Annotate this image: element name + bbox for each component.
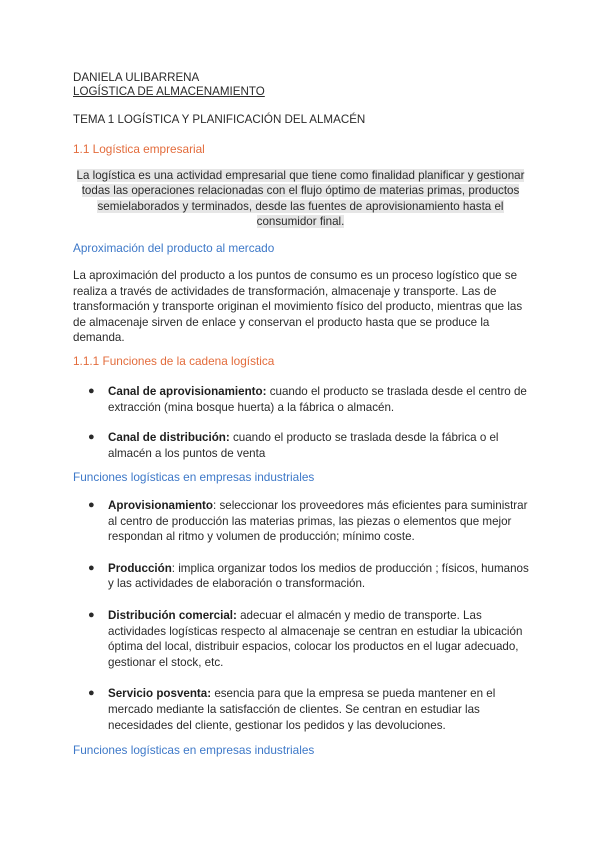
list-item-term: Canal de aprovisionamiento:: [108, 385, 267, 398]
list-item-text: : implica organizar todos los medios de producción ; físicos, humanos y las actividades de elaboración o transformación.: [108, 561, 529, 591]
bullet-icon: ●: [88, 608, 95, 621]
list-item: [73, 608, 530, 670]
cadena-logistica-list: [73, 384, 530, 461]
list-item: [73, 430, 530, 461]
bullet-icon: ●: [88, 431, 95, 444]
list-item-text: cuando el producto se traslada desde la fábrica o el almacén a los puntos de venta: [108, 431, 499, 460]
topic-title: TEMA 1 LOGÍSTICA Y PLANIFICACIÓN DEL ALMACÉN: [73, 113, 366, 126]
list-item-term: Canal de distribución:: [108, 431, 230, 445]
list-item-term: Distribución comercial:: [108, 608, 237, 622]
subsection-heading-funciones-industriales-2: Funciones logísticas en empresas industriales: [73, 743, 315, 757]
section-heading-1-1-1: 1.1.1 Funciones de la cadena logística: [73, 354, 275, 368]
subsection-heading-aproximacion: Aproximación del producto al mercado: [73, 241, 275, 255]
subsection-heading-funciones-industriales: Funciones logísticas en empresas industriales: [73, 470, 315, 484]
definition-paragraph: [73, 168, 528, 230]
aproximacion-paragraph: La aproximación del producto a los puntos de consumo es un proceso logístico que se realiza a través de actividades de transformación, almacenaje y transporte. Las de transformación y transporte originan el movimiento físico del producto, mientras que las de almacenaje sirven de enlace y conservan el producto hasta que se produce la demanda.: [73, 269, 523, 345]
list-item-term: Producción: [108, 561, 172, 575]
list-item-text: esencia para que la empresa se pueda mantener en el mercado mediante la satisfacción de clientes. Se centran en estudiar las necesidades del cliente, gestionar los pedidos y las devoluciones.: [108, 687, 496, 732]
funciones-industriales-list: [73, 498, 530, 733]
list-item: [73, 384, 530, 415]
bullet-icon: ●: [88, 561, 95, 574]
list-item-term: Aprovisionamiento: [108, 499, 214, 512]
list-item-text: adecuar el almacén y medio de transporte. Las actividades logísticas respecto al almacenaje se centran en estudiar la ubicación óptima del local, distribuir espacios, colocar los productos en el lugar adecuado, gestionar el stock, etc.: [108, 608, 523, 669]
author-name: DANIELA ULIBARRENA: [73, 71, 200, 84]
document-title: LOGÍSTICA DE ALMACENAMIENTO: [73, 85, 265, 98]
list-item-text: cuando el producto se traslada desde el centro de extracción (mina bosque huerta) a la fábrica o almacén.: [108, 385, 527, 414]
section-heading-1-1: 1.1 Logística empresarial: [73, 142, 205, 156]
list-item: [73, 498, 530, 545]
list-item-text: : seleccionar los proveedores más eficientes para suministrar al centro de producción las materias primas, las piezas o elementos que mejor respondan al ritmo y volumen de producción; mínimo coste.: [108, 499, 528, 544]
list-item: [73, 561, 530, 592]
list-item-term: Servicio posventa:: [108, 687, 212, 701]
bullet-icon: ●: [88, 499, 95, 511]
bullet-icon: ●: [88, 687, 95, 700]
definition-highlight: La logística es una actividad empresarial que tiene como finalidad planificar y gestionar todas las operaciones relacionadas con el flujo óptimo de materias primas, productos semielaborados y terminados, desde las fuentes de aprovisionamiento hasta el consumidor final.: [76, 169, 525, 229]
bullet-icon: ●: [88, 385, 95, 397]
list-item: [73, 686, 530, 733]
